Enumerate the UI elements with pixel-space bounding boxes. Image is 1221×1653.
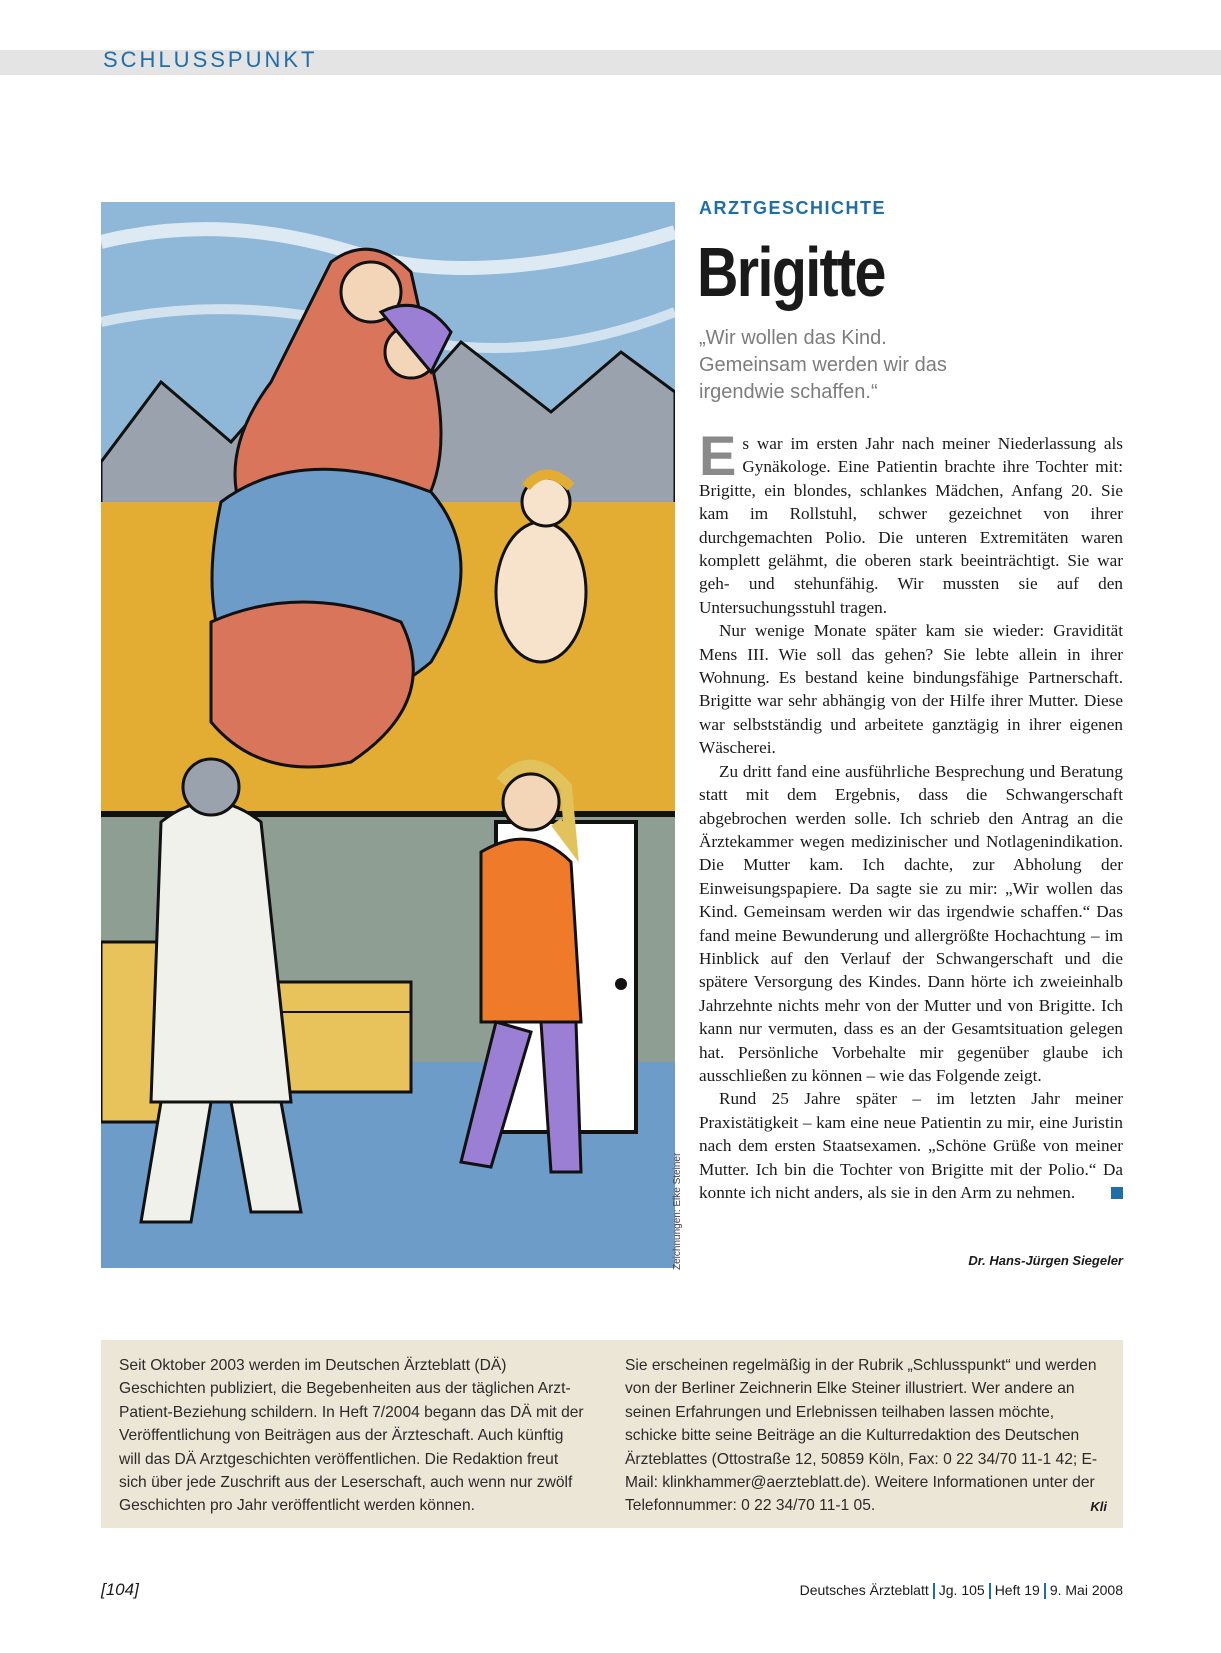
info-box-signature: Kli <box>1090 1499 1107 1514</box>
volume: Jg. 105 <box>938 1582 985 1598</box>
illustration-credit: Zeichnungen: Elke Steiner <box>672 1152 683 1270</box>
info-box <box>101 1340 1123 1528</box>
paragraph: Zu dritt fand eine ausführliche Besprechung und Beratung statt mit dem Ergebnis, dass die Schwangerschaft abgebrochen werden solle. Ich schrieb den Antrag an die Ärztekammer wegen medizinischer und Notlagenindikation. Die Mutter kam. Ich dachte, zur Abholung der Einweisungspapiere. Da sagte sie zu mir: „Wir wollen das Kind. Gemeinsam werden wir das irgendwie schaffen.“ Das fand meine Bewunderung und allergrößte Hochachtung – im Hinblick auf den Verlauf der Schwangerschaft und die spätere Versorgung des Kindes. Dann hörte ich zweieinhalb Jahrzehnte nichts mehr von der Mutter und von Brigitte. Ich kann nur vermuten, dass es an der Gesamtsituation gelegen hat. Persönliche Vorbehalte mir gegenüber glaube ich ausschließen zu können – wie das Folgende zeigt. <box>699 761 1123 1085</box>
publication-name: Deutsches Ärzteblatt <box>799 1582 929 1598</box>
drop-cap: E <box>699 424 737 487</box>
issue-date: 9. Mai 2008 <box>1049 1582 1123 1598</box>
article-illustration <box>101 202 675 1268</box>
article-body <box>699 424 1123 1204</box>
paragraph-text: s war im ersten Jahr nach meiner Niederlassung als Gynäkologe. Eine Patientin brachte ihre Tochter mit: Brigitte, ein blondes, schlankes Mädchen, Anfang 20. Sie kam im Rollstuhl, schwer gezeichnet von ihrer durchgemachten Polio. Die unteren Extremitäten waren komplett gelähmt, die oberen stark beeinträchtigt. Sie war geh- und stehunfähig. Wir mussten sie auf den Untersuchungsstuhl tragen. <box>699 434 1123 617</box>
separator <box>1044 1583 1046 1599</box>
article-standfirst: „Wir wollen das Kind. Gemeinsam werden wir das irgendwie schaffen.“ <box>699 327 947 403</box>
paragraph <box>699 1087 1123 1204</box>
section-label: SCHLUSSPUNKT <box>103 47 318 72</box>
end-square-icon <box>1111 1187 1123 1199</box>
info-box-left-column: Seit Oktober 2003 werden im Deutschen Ärzteblatt (DÄ) Geschichten publiziert, die Begebenheiten aus der täglichen Arzt-Patient-Beziehung schildern. In Heft 7/2004 begann das DÄ mit der Veröffentlichung von Beiträgen aus der Ärzteschaft. Auch künftig will das DÄ Arztgeschichten veröffentlichen. Die Redaktion freut sich über jede Zuschrift aus der Leserschaft, auch wenn nur zwölf Geschichten pro Jahr veröffentlicht werden können. <box>119 1357 584 1515</box>
issue: Heft 19 <box>994 1582 1040 1598</box>
separator <box>989 1583 991 1599</box>
info-box-right-column: Sie erscheinen regelmäßig in der Rubrik „Schlusspunkt“ und werden von der Berliner Zeichnerin Elke Steiner illustriert. Wer andere an seinen Erfahrungen und Erlebnissen teilhaben lassen möchte, schicke bitte seine Beiträge an die Kulturredaktion des Deutschen Ärzteblattes (Ottostraße 12, 50859 Köln, Fax: 0 22 34/70 11-1 42; E-Mail: klinkhammer@aerzteblatt.de). Weitere Informationen unter der Telefonnummer: 0 22 34/70 11-1 05. <box>625 1357 1098 1515</box>
article-title: Brigitte <box>697 233 885 311</box>
separator <box>933 1583 935 1599</box>
paragraph: Nur wenige Monate später kam sie wieder: Gravidität Mens III. Wie soll das gehen? Sie lebte allein in ihrer Wohnung. Es bestand keine bindungsfähige Partnerschaft. Brigitte war sehr abhängig von der Hilfe ihrer Mutter. Diese war selbstständig und arbeitete ganztägig in ihrer eigenen Wäscherei. <box>699 621 1123 758</box>
paragraph <box>699 424 1123 619</box>
article-author: Dr. Hans-Jürgen Siegeler <box>968 1253 1123 1268</box>
paragraph-text: Rund 25 Jahre später – im letzten Jahr meiner Praxistätigkeit – kam eine neue Patientin zu mir, eine Juristin nach dem ersten Staatsexamen. „Schöne Grüße von meiner Mutter. Ich bin die Tochter von Brigitte mit der Polio.“ Da konnte ich nicht anders, als sie in den Arm zu nehmen. <box>699 1089 1123 1202</box>
page-number: [104] <box>101 1580 139 1599</box>
illustration-drawing <box>101 202 675 1268</box>
article-kicker: ARZTGESCHICHTE <box>699 198 886 218</box>
footer-citation <box>800 1582 1123 1599</box>
